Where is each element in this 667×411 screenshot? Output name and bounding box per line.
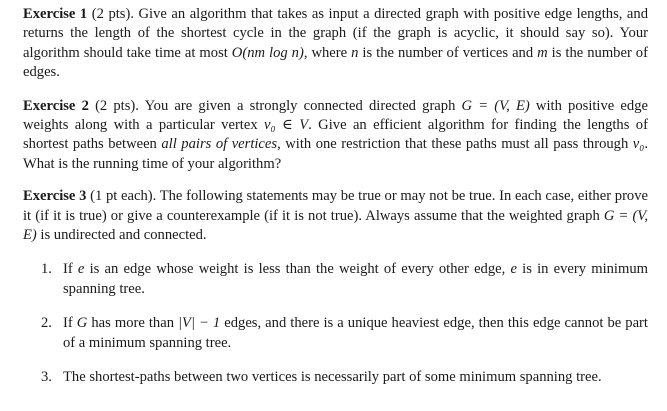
statement-2-text-a: If <box>63 315 77 332</box>
exercise-1-math-b: n <box>351 44 359 61</box>
exercise-2-text-b: with positive edge weights along with a particular vertex <box>23 97 648 134</box>
exercise-2 <box>23 97 648 175</box>
statement-number: 2. <box>41 315 52 332</box>
statement-number: 1. <box>41 261 52 278</box>
statement-1-text-a: If <box>63 261 78 278</box>
exercise-2-title: Exercise 2 <box>23 97 89 114</box>
statement-1-text-c: is in every minimum spanning tree. <box>63 261 648 297</box>
exercise-2-emphasis: all pairs of vertices <box>161 136 278 153</box>
statement-2-math-b: |V| − 1 <box>178 315 221 332</box>
statement-item <box>23 314 648 353</box>
exercise-3-points: (1 pt each). <box>90 188 157 205</box>
exercise-1-text-c: is the number of vertices and <box>358 44 538 61</box>
statement-number: 3. <box>41 369 52 386</box>
statement-1-math-b: e <box>510 261 517 278</box>
statement-1-math-a: e <box>77 261 85 278</box>
exercise-1-math-c: m <box>537 44 548 61</box>
statement-item <box>23 368 648 387</box>
exercise-1-text-a: Give an algorithm that takes as input a directed graph with positive edge lengths, and returns the length of the shortest cycle in the graph (if the graph is acyclic, it should say so). Your algorithm should take time at most <box>23 6 648 61</box>
exercise-3-text-b: is undirected and connected. <box>36 227 207 244</box>
exercise-1-math-a: O(nm log n) <box>231 44 304 61</box>
exercise-2-math-c: v₀ <box>632 136 645 153</box>
exercise-2-points: (2 pts). <box>95 97 139 114</box>
exercise-1-text-d: is the number of edges. <box>23 44 648 81</box>
statement-3-text-a: The shortest-paths between two vertices is necessarily part of some minimum spanning tree. <box>63 369 602 386</box>
problem-set-page <box>23 5 648 403</box>
exercise-1-points: (2 pts). <box>91 6 134 22</box>
exercise-2-text-d: , with one restriction that these paths must all pass through <box>277 136 633 153</box>
exercise-2-text-e: . What is the running time of your algorithm? <box>23 136 648 172</box>
statement-1-text-b: is an edge whose weight is less than the weight of every other edge, <box>84 261 511 278</box>
statement-2-text-c: edges, and there is a unique heaviest edge, then this edge cannot be part of a minimum spanning tree. <box>63 315 648 351</box>
exercise-2-text-c: . Give an efficient algorithm for finding the lengths of shortest paths between <box>23 117 648 153</box>
statement-item <box>23 260 648 299</box>
exercise-2-math-b: v₀ ∈ V <box>264 117 309 134</box>
exercise-3-statement-list <box>23 260 648 387</box>
exercise-2-text-a: You are given a strongly connected directed graph <box>144 97 462 114</box>
statement-2-text-b: has more than <box>87 315 179 332</box>
exercise-2-math-a: G = (V, E) <box>461 97 530 114</box>
exercise-3-math-a: G = (V, E) <box>23 207 648 244</box>
exercise-1-title: Exercise 1 <box>23 6 88 22</box>
exercise-1 <box>23 5 648 83</box>
exercise-3-text-a: The following statements may be true or may not be true. In each case, either prove it (if it is true) or give a counterexample (if it is not true). Always assume that the weighted graph <box>23 188 648 224</box>
exercise-3 <box>23 187 648 245</box>
exercise-1-text-b: , where <box>303 44 352 61</box>
exercise-3-title: Exercise 3 <box>23 188 87 205</box>
statement-2-math-a: G <box>76 315 88 332</box>
